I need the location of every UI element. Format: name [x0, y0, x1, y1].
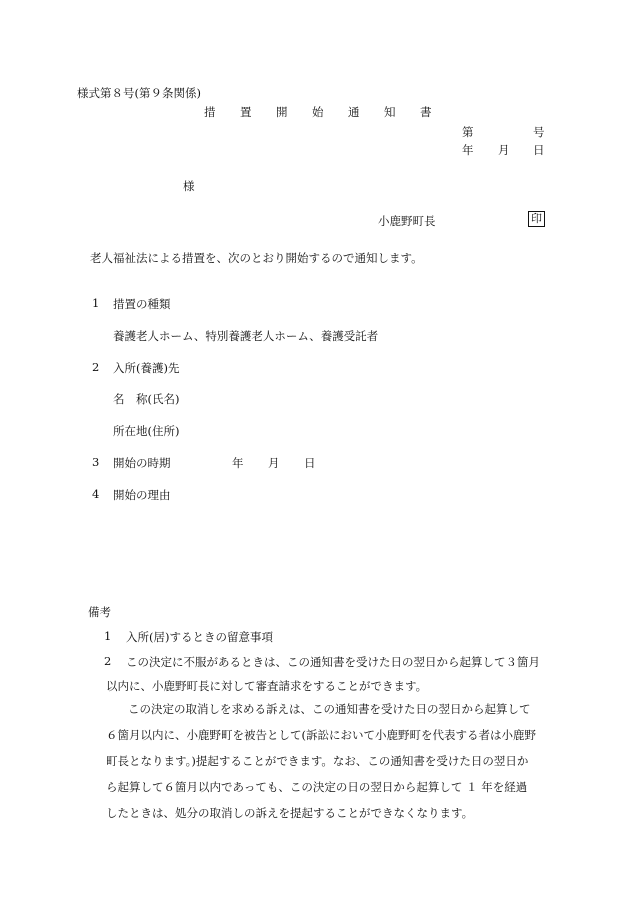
- item-1-label: 措置の種類: [113, 297, 171, 311]
- title-char: 始: [312, 105, 324, 119]
- doc-number-prefix: 第: [462, 125, 474, 139]
- seal-mark: 印: [528, 211, 545, 227]
- document-title: [204, 104, 456, 120]
- item-2-number: 2: [92, 360, 100, 374]
- date-month: 月: [498, 143, 510, 157]
- item-3-month: 月: [268, 456, 280, 470]
- item-1-number: 1: [92, 296, 100, 310]
- title-char: 書: [420, 105, 432, 119]
- addressee-suffix: 様: [183, 179, 195, 193]
- item-3-year: 年: [232, 456, 244, 470]
- remark-2-number: 2: [104, 654, 112, 668]
- item-4-label: 開始の理由: [113, 488, 171, 502]
- item-3-label: 開始の時期: [113, 456, 171, 470]
- remark-2-paragraph-2: [106, 696, 536, 826]
- doc-number-suffix: 号: [533, 125, 545, 139]
- remark-2-line1: この決定に不服があるときは、この通知書を受けた日の翌日から起算して３箇月: [126, 655, 540, 669]
- remarks-heading: 備考: [88, 605, 111, 619]
- item-2-address-label: 所在地(住所): [113, 424, 180, 438]
- remark-2-paragraph-2-text: この決定の取消しを求める訴えは、この通知書を受けた日の翌日から起算して６箇月以内に、小鹿野町を被告として(訴訟において小鹿野町を代表する者は小鹿野町長となります。)提起することができます。なお、この通知書を受けた日の翌日から起算して６箇月以内であっても、この決定の日の翌日から起算して １ 年を経過したときは、処分の取消しの訴えを提起することができなくなります。: [106, 702, 536, 820]
- title-char: 開: [276, 105, 288, 119]
- title-char: 通: [348, 105, 360, 119]
- remark-1-text: 入所(居)するときの留意事項: [126, 630, 273, 644]
- item-3-day: 日: [304, 456, 316, 470]
- item-4-number: 4: [92, 487, 100, 501]
- remark-2-line2: 以内に、小鹿野町長に対して審査請求をすることができます。: [106, 679, 428, 693]
- date-day: 日: [533, 143, 545, 157]
- item-2-label: 入所(養護)先: [113, 361, 180, 375]
- item-3-number: 3: [92, 455, 100, 469]
- title-char: 措: [204, 105, 216, 119]
- title-char: 置: [240, 105, 252, 119]
- intro-text: 老人福祉法による措置を、次のとおり開始するので通知します。: [90, 251, 423, 265]
- issuer-name: 小鹿野町長: [378, 214, 436, 228]
- date-year: 年: [462, 143, 474, 157]
- item-2-name-label: 名 称(氏名): [113, 392, 180, 406]
- form-header: 様式第８号(第９条関係): [77, 86, 201, 100]
- title-char: 知: [384, 105, 396, 119]
- item-1-detail: 養護老人ホーム、特別養護老人ホーム、養護受託者: [113, 329, 379, 343]
- remark-1-number: 1: [104, 629, 112, 643]
